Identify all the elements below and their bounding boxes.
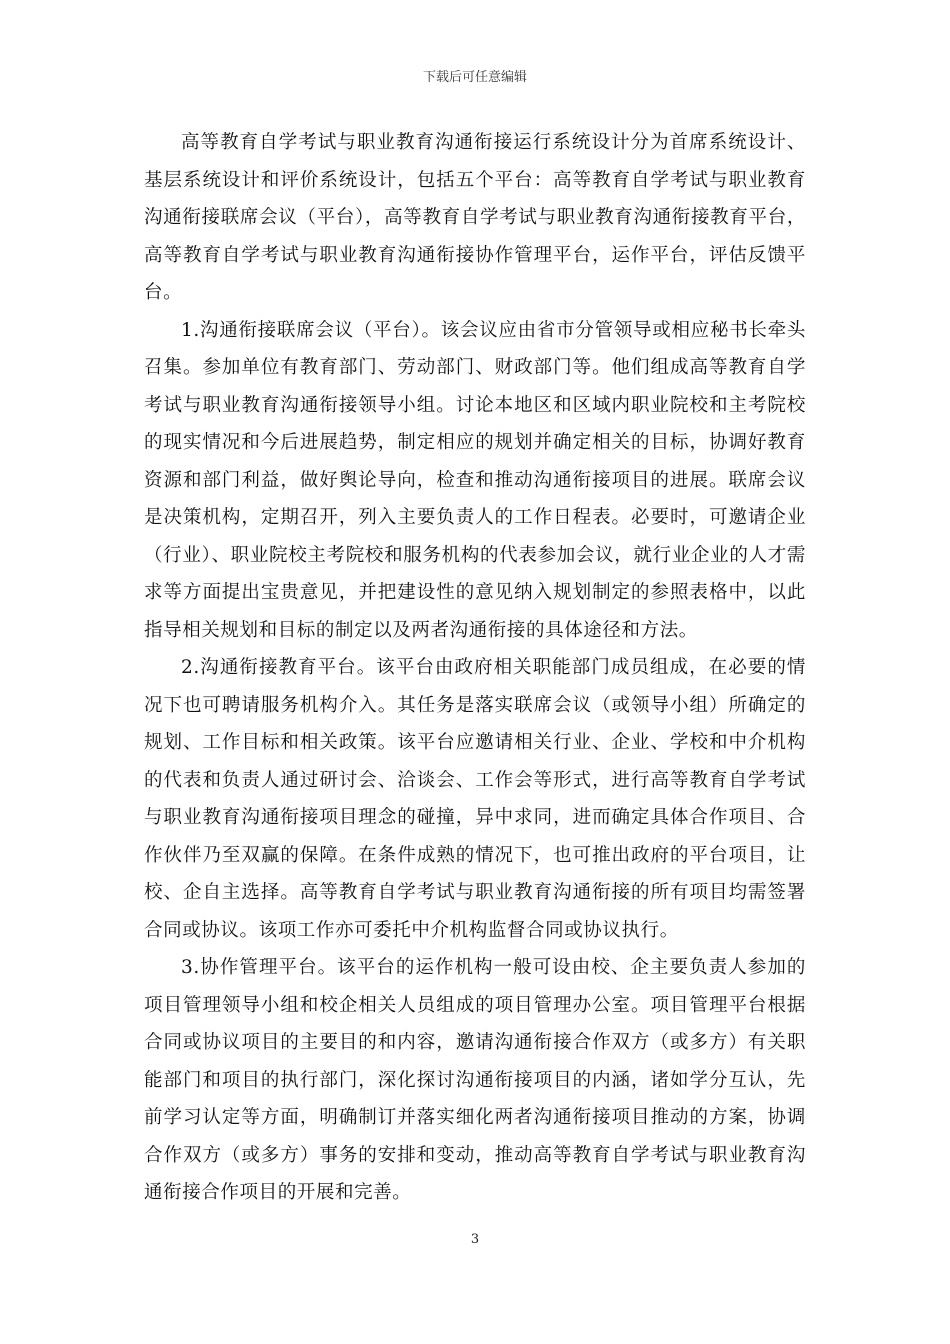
paragraph-joint-meeting-platform: 1.沟通衔接联席会议（平台）。该会议应由省市分管领导或相应秘书长牵头召集。参加单位有教育部门、劳动部门、财政部门等。他们组成高等教育自学考试与职业教育沟通衔接领导小组。讨论本地区和区域内职业院校和主考院校的现实情况和今后进展趋势，制定相应的规划并确定相关的目标，协调好教育资源和部门利益，做好舆论导向，检查和推动沟通衔接项目的进展。联席会议是决策机构，定期召开，列入主要负责人的工作日程表。必要时，可邀请企业（行业）、职业院校主考院校和服务机构的代表参加会议，就行业企业的人才需求等方面提出宝贵意见，并把建设性的意见纳入规划制定的参照表格中，以此指导相关规划和目标的制定以及两者沟通衔接的具体途径和方法。 — [144, 319, 806, 641]
paragraph-education-platform: 2.沟通衔接教育平台。该平台由政府相关职能部门成员组成，在必要的情况下也可聘请服务机构介入。其任务是落实联席会议（或领导小组）所确定的规划、工作目标和相关政策。该平台应邀请相关行业、企业、学校和中介机构的代表和负责人通过研讨会、洽谈会、工作会等形式，进行高等教育自学考试与职业教育沟通衔接项目理念的碰撞，异中求同，进而确定具体合作项目、合作伙伴乃至双赢的保障。在条件成熟的情况下，也可推出政府的平台项目，让校、企自主选择。高等教育自学考试与职业教育沟通衔接的所有项目均需签署合同或协议。该项工作亦可委托中介机构监督合同或协议执行。 — [144, 657, 806, 941]
intro-paragraph: 高等教育自学考试与职业教育沟通衔接运行系统设计分为首席系统设计、基层系统设计和评价系统设计，包括五个平台：高等教育自学考试与职业教育沟通衔接联席会议（平台），高等教育自学考试与职业教育沟通衔接教育平台，高等教育自学考试与职业教育沟通衔接协作管理平台，运作平台，评估反馈平台。 — [144, 132, 806, 303]
page-number: 3 — [470, 1232, 480, 1247]
document-body — [144, 124, 806, 1212]
paragraph-collaboration-platform: 3.协作管理平台。该平台的运作机构一般可设由校、企主要负责人参加的项目管理领导小组和校企相关人员组成的项目管理办公室。项目管理平台根据合同或协议项目的主要目的和内容，邀请沟通衔接合作双方（或多方）有关职能部门和项目的执行部门，深化探讨沟通衔接项目的内涵，诸如学分互认，先前学习认定等方面，明确制订并落实细化两者沟通衔接项目推动的方案，协调合作双方（或多方）事务的安排和变动，推动高等教育自学考试与职业教育沟通衔接合作项目的开展和完善。 — [144, 957, 806, 1203]
header-note: 下载后可任意编辑 — [422, 70, 527, 85]
